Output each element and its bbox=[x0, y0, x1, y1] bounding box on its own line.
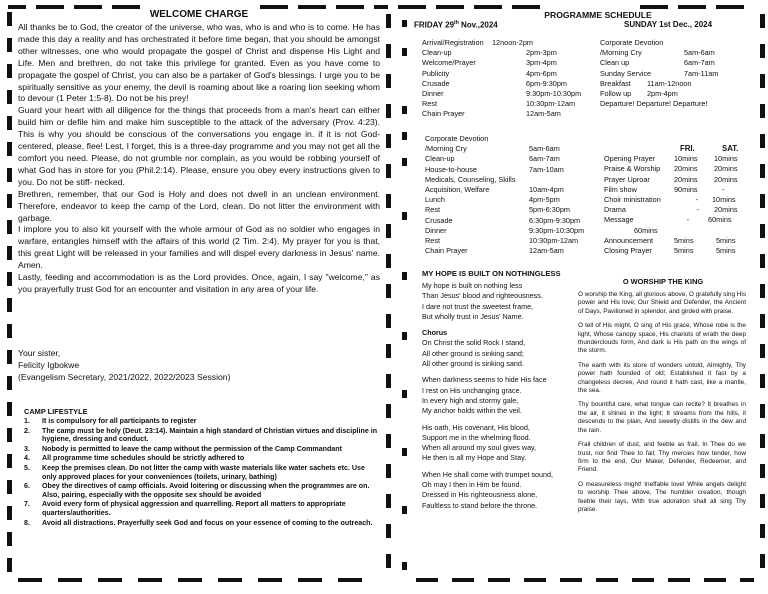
welcome-body bbox=[18, 22, 380, 296]
list-item: 5. Keep the premises clean. Do not litter the camp with waste materials like water sachets etc. Use only approved places for your conveniences (toilets, urinary, bathing) bbox=[24, 463, 365, 481]
hymn-verse: Frail children of dust, and feeble as frail, In Thee do we trust, nor find Thee to fail; Thy mercies how tender, how firm to the end, Our Maker, Defender, Redeemer, and Friend. bbox=[578, 441, 746, 474]
table-row: Drama - 20mins bbox=[604, 205, 738, 215]
signature-closing: Your sister, bbox=[18, 348, 61, 358]
list-item: 4. All programme time schedules should be strictly adhered to bbox=[24, 454, 245, 463]
table-row: Prayer Uproar 20mins 20mins bbox=[604, 174, 738, 184]
table-row: Message - 60mins bbox=[604, 215, 732, 225]
table-row: Praise & Worship 20mins 20mins bbox=[604, 164, 738, 174]
signature-block bbox=[18, 347, 230, 383]
table-row: Choir ministration - 10mins bbox=[604, 195, 736, 205]
table-row: Opening Prayer 10mins 10mins bbox=[604, 154, 738, 164]
column-header-sat: SAT. bbox=[722, 144, 739, 153]
hymn-verse: Thy bountiful care, what tongue can recite? It breathes in the air, it shines in the light; It streams from the hills, it descends to the plain, And sweetly distills in the dew and the rain. bbox=[578, 401, 746, 434]
list-item: 6. Obey the directives of camp officials. Avoid loitering or discussing when the programmes are on. Also, pairing, especially with the opposite sex should be avoided bbox=[24, 482, 370, 499]
crusade-programme-table bbox=[604, 144, 754, 256]
signature-role: (Evangelism Secretary, 2021/2022, 2022/2023 Session) bbox=[18, 372, 231, 382]
hymn-verse: O measureless might! Ineffable love! While angels delight to worship Thee above, The humbler creation, though feeble their lays, With true adoration shall all sing Thy praise. bbox=[578, 480, 746, 513]
welcome-paragraph: All thanks be to God, the creator of the universe, who was, who is and who is to come. He has made this day a reality and has orchestrated it before time began, that you should be amongst other witnesses, one who would propagate the gospel of Christ and dispense His Light and Life. Men and brethren, do not take this privilege for granted. Even as you have come to propagate the gospel of Christ, you can also be a partaker of God's blessings. I urge you to be spiritually sensitive as your enemy, the devil is roaming about like a roaring lion seeking whom to devour (1 Peter 1:5-8). Do not be his prey! bbox=[18, 22, 380, 104]
hope-hymn-body: My hope is built on nothing less Than Jesus' blood and righteousness. I dare not trust the sweetest frame, But wholly trust in Jesus' Name. Chorus On Christ the solid Rock I stand, All other ground is sinking sand; All other ground is sinking sand. When darkness seems to hide His face I rest on His unchanging grace. In every high and stormy gale, My anchor holds within the veil. His oath, His covenant, His blood, Support me in the whelming flood. When all around my soul gives way, He then is all my Hope and Stay. When He shall come with trumpet sound, Oh may I then in Him be found. Dressed in His righteousness alone, Faultless to stand before the throne. bbox=[422, 281, 554, 510]
hymn-verse: O worship the King, all glorious above, O gratefully sing His power and His love; Our Shield and Defender, the Ancient of Days, Pavilioned in splendor, and girded with praise. bbox=[578, 291, 747, 315]
list-item: 3. Nobody is permitted to leave the camp without the permission of the Camp Commandant bbox=[24, 444, 342, 453]
worship-hymn-body bbox=[578, 291, 746, 520]
list-item: 8. Avoid all distractions. Prayerfully seek God and focus on your essence of coming to the outreach. bbox=[24, 518, 373, 527]
friday-header: FRIDAY 29th Nov.,2024 bbox=[414, 20, 498, 30]
sunday-schedule: Corporate Devotion /Morning Cry 5am-6am Clean up 6am-7am Sunday Service 7am-11am Breakfast 11am-12noon Follow up 2pm-4pm Departure! Departure! Departure! bbox=[600, 38, 750, 109]
list-item: 7. Avoid every form of physical aggression and quarrelling. Report all matters to appropriate quarters/authorities. bbox=[24, 500, 346, 517]
chorus-label: Chorus bbox=[422, 328, 448, 338]
signature-name: Felicity Igbokwe bbox=[18, 360, 80, 370]
worship-hymn-title: O WORSHIP THE KING bbox=[622, 277, 704, 286]
sunday-header: SUNDAY 1st Dec., 2024 bbox=[624, 20, 713, 29]
hymn-verse: O tell of His might, O sing of His grace, Whose robe is the light, Whose canopy space, His chariots of wrath the deep thunderclouds form, And dark is His path on the wings of the storm. bbox=[578, 322, 746, 355]
schedule-title: PROGRAMME SCHEDULE bbox=[544, 10, 652, 20]
saturday-schedule: Corporate Devotion /Morning Cry 5am-6am Clean-up 6am-7am House-to-house 7am-10am Medicals, Counseling, Skills Acquisition, Welfare 10am-4pm Lunch 4pm-5pm Rest 5pm-6:30pm Crusade 6:30pm-9:30pm Dinner 9:30pm-10:30pm Rest 10:30pm-12am Chain Prayer 12am-5am bbox=[425, 134, 585, 256]
list-item: 1. It is compulsory for all participants to register bbox=[24, 417, 197, 425]
welcome-paragraph: I implore you to also kit yourself with the whole armour of God as no soldier who engages in warfare, entangles himself with the affairs of this world (2 Tim. 2:4). My prayer for you is that, this great Light will be released in your families and will dispel every darkness in Jesus' name. Amen. bbox=[18, 224, 380, 271]
welcome-paragraph: Brethren, remember, that our God is Holy and does not dwell in an unclean environment. Therefore, endeavor to keep the camp of the Lord, clean. Do not litter the environment with garbage. bbox=[18, 188, 380, 223]
table-row: Announcement 5mins 5mins bbox=[604, 235, 736, 245]
column-header-fri: FRI. bbox=[680, 144, 695, 153]
welcome-title: WELCOME CHARGE bbox=[149, 9, 249, 20]
table-row: Closing Prayer 5mins 5mins bbox=[604, 246, 736, 256]
hope-hymn-title: MY HOPE IS BUILT ON NOTHINGLESS bbox=[422, 269, 561, 278]
welcome-paragraph: Lastly, feeding and accommodation is as the Lord provides. Once, again, I say "welcome," as you prayerfully trust God for an encounter and visitation in any area of your life. bbox=[18, 272, 380, 294]
table-row: Film show 90mins - bbox=[604, 184, 725, 194]
table-row: 60mins bbox=[634, 225, 658, 235]
hymn-verse: The earth with its store of wonders untold, Almighty, Thy power hath founded of old; Established it fast by a changeless decree, And round it hath cast, like a mantle, the sea. bbox=[578, 361, 746, 395]
friday-schedule: Arrival/Registration 12noon-2pm Clean-up 2pm-3pm Welcome/Prayer 3pm-4pm Publicity 4pm-6pm Crusade 6pm-9:30pm Dinner 9:30pm-10:30pm Rest 10:30pm-12am Chain Prayer 12am-5am bbox=[422, 38, 582, 119]
list-item: 2. The camp must be holy (Deut. 23:14). Maintain a high standard of Christian virtues and discipline in hygiene, dressing and conduct. bbox=[24, 426, 378, 444]
departure-text: Departure! Departure! Departure! bbox=[600, 99, 708, 109]
camp-lifestyle-title: CAMP LIFESTYLE bbox=[24, 407, 88, 416]
camp-lifestyle-list bbox=[24, 417, 378, 528]
welcome-paragraph: Guard your heart with all diligence for the things that proceeds from a man's heart can either build him or defile him and make him susceptible to the attack of the adversary (Prov. 4:23). This is why you should be conscious of the conversations you engage in. if it is not God-centered, please, flee! Lest, I forget, this is a three-day programme and you may not get all the comfort you need. Please, do not grumble nor complain, as you would be robbing yourself of what God has in store for you (Phil.2:14). Please, ensure you obey every instructions given to you. Do not be stiff- necked. bbox=[18, 105, 380, 187]
